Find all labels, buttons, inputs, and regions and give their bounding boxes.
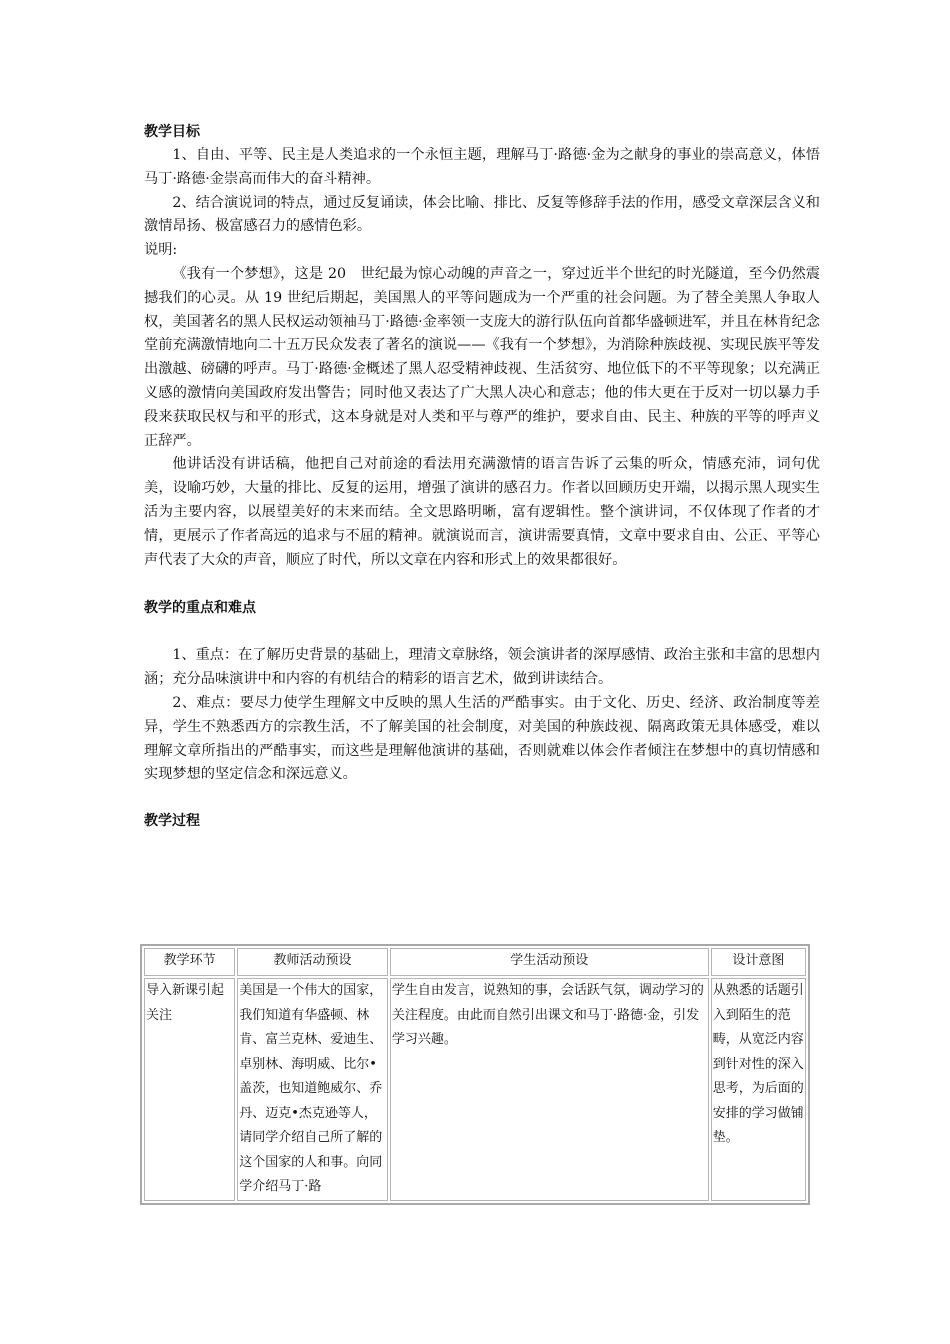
key-point-item-2: 2、难点：要尽力使学生理解文中反映的黑人生活的严酷事实。由于文化、历史、经济、政治制度等差异，学生不熟悉西方的宗教生活，不了解美国的社会制度，对美国的种族歧视、隔离政策无具体感受，难以理解文章所指出的严酷事实，而这些是理解他演讲的基础，否则就难以体会作者倾注在梦想中的真切情感和实现梦想的坚定信念和深远意义。 [144, 694, 820, 783]
explanation-label: 说明: [144, 242, 178, 259]
process-heading: 教学过程 [144, 813, 200, 830]
key-point-item-1: 1、重点：在了解历史背景的基础上，理清文章脉络，领会演讲者的深厚感情、政治主张和丰富的思想内涵；充分品味演讲中和内容的有机结合的精彩的语言艺术，做到讲读结合。 [144, 647, 820, 688]
spacer [144, 620, 820, 644]
cell-design-intent: 从熟悉的话题引入到陌生的范畴，从宽泛内容到针对性的深入思考，为后面的安排的学习做铺垫。 [711, 978, 806, 1201]
explanation-paragraph-1: 《我有一个梦想》，这是 20 世纪最为惊心动魄的声音之一，穿过近半个世纪的时光隧道，至今仍然震撼我们的心灵。从 19 世纪后期起，美国黑人的平等问题成为一个严重的社会问题。为了替全美黑人争取人权，美国著名的黑人民权运动领袖马丁·路德·金率领一支庞大的游行队伍向首都华盛顿进军，并且在林肯纪念堂前充满激情地向二十五万民众发表了著名的演说——《我有一个梦想》，为消除种族歧视、实现民族平等发出激越、磅礴的呼声。马丁·路德·金概述了黑人忍受精神歧视、生活贫穷、地位低下的不平等现象；以充满正义感的激情向美国政府发出警告；同时他又表达了广大黑人决心和意志；他的伟大更在于反对一切以暴力手段来获取民权与和平的形式，这本身就是对人类和平与尊严的维护，要求自由、民主、种族的平等的呼声义正辞严。 [144, 265, 820, 449]
header-stage: 教学环节 [144, 948, 235, 976]
cell-teacher-activity: 美国是一个伟大的国家，我们知道有华盛顿、林肯、富兰克林、爱迪生、卓别林、海明威、比尔•盖茨，也知道鲍威尔、乔丹、迈克•杰克逊等人，请同学介绍自己所了解的这个国家的人和事。向同学介绍马丁·路 [237, 978, 388, 1201]
goal-item-1: 1、自由、平等、民主是人类追求的一个永恒主题，理解马丁·路德·金为之献身的事业的崇高意义，体悟马丁·路德·金崇高而伟大的奋斗精神。 [144, 147, 820, 187]
spacer [144, 572, 820, 596]
table-row [144, 978, 806, 1201]
header-design-intent: 设计意图 [711, 948, 806, 976]
cell-stage: 导入新课引起关注 [144, 978, 235, 1201]
document-page [144, 120, 820, 833]
explanation-paragraph-2: 他讲话没有讲话稿，他把自己对前途的看法用充满激情的语言告诉了云集的听众，情感充沛，词句优美，设喻巧妙，大量的排比、反复的运用，增强了演讲的感召力。作者以回顾历史开端，以揭示黑人现实生活为主要内容，以展望美好的末来而结。全文思路明晰，富有逻辑性。整个演讲词，不仅体现了作者的才情，更展示了作者高远的追求与不屈的精神。就演说而言，演讲需要真情，文章中要求自由、公正、平等心声代表了大众的声音，顺应了时代，所以文章在内容和形式上的效果都很好。 [144, 456, 820, 568]
table-header-row [144, 948, 806, 976]
header-teacher-activity: 教师活动预设 [237, 948, 388, 976]
cell-student-activity: 学生自由发言，说熟知的事，会话跃气氛，调动学习的关注程度。由此而自然引出课文和马丁·路德·金，引发学习兴趣。 [390, 978, 709, 1201]
header-student-activity: 学生活动预设 [390, 948, 709, 976]
spacer [144, 787, 820, 809]
key-points-heading: 教学的重点和难点 [144, 600, 256, 617]
goals-heading: 教学目标 [144, 124, 200, 140]
teaching-process-table [140, 944, 810, 1205]
goal-item-2: 2、结合演说词的特点，通过反复诵读，体会比喻、排比、反复等修辞手法的作用，感受文章深层含义和激情昂扬、极富感召力的感情色彩。 [144, 194, 820, 235]
